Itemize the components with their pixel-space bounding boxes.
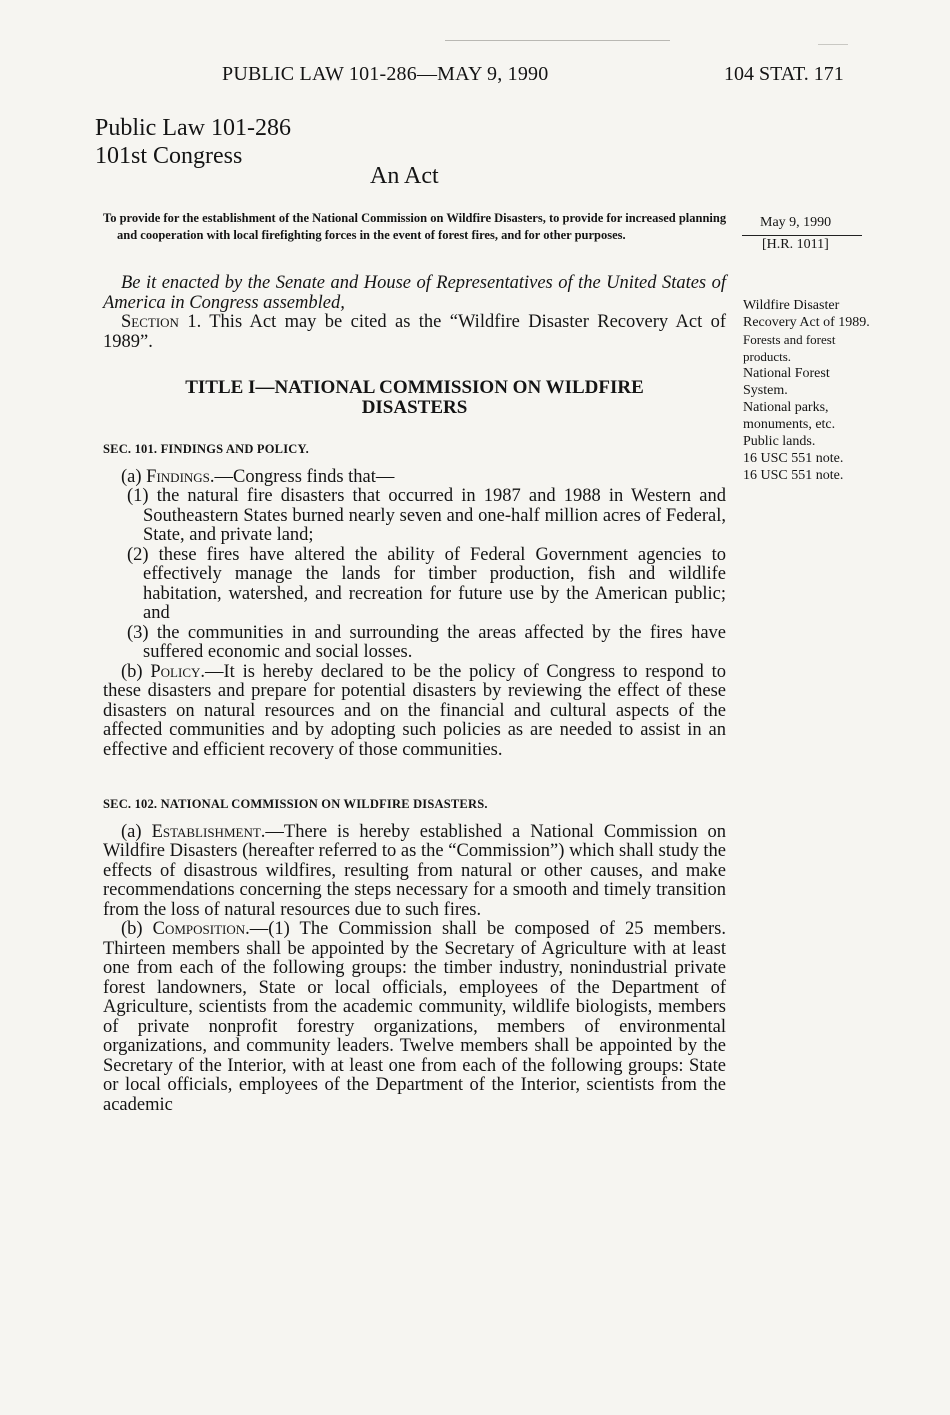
section-101-a-text: .—Congress finds that— <box>209 466 395 487</box>
section-1 <box>103 313 726 352</box>
title-i-heading <box>103 378 726 417</box>
running-head: PUBLIC LAW 101-286—MAY 9, 1990 <box>222 63 549 85</box>
section-102-b-text: .—(1) The Commission shall be composed of 25 members. Thirteen members shall be appointed by the Secretary of Agriculture with at least one from each of the following groups: the timber industry, nonindustrial private forest landowners, State or local officials, employees of the Department of Agriculture, scientists from the academic community, wildlife biologists, members of private nonprofit forestry organizations, members of environmental organizations, and community leaders. Twelve members shall be appointed by the Secretary of the Interior, with at least one from each of the following groups: State or local officials, employees of the Department of the Interior, scientists from the academic <box>103 919 726 1115</box>
enacting-clause <box>103 274 726 352</box>
congress-number: 101st Congress <box>95 143 243 169</box>
section-102-a-prefix: (a) <box>121 821 152 842</box>
composition-label: Composition <box>152 919 246 939</box>
findings-label: Findings <box>146 466 210 487</box>
section-102 <box>103 795 726 1115</box>
section-101-b-prefix: (b) <box>121 661 151 682</box>
public-law-number: Public Law 101-286 <box>95 115 291 141</box>
section-102-a-text: .—There is hereby established a National Commission on Wildfire Disasters (hereafter referred to as the “Commission”) which shall study the effects of disastrous wildfires, resulting from natural or other causes, and make recommendations concerning the steps necessary for a smooth and timely transition from the loss of natural resources due to such fires. <box>103 821 726 920</box>
finding-item: (1) the natural fire disasters that occurred in 1987 and 1988 in Western and Southeastern States burned nearly seven and one-half million acres of Federal, State, and private land; <box>127 486 726 545</box>
section-1-label: Section <box>121 312 179 332</box>
margin-rule <box>742 235 862 236</box>
margin-note-national-parks: National parks, monuments, etc. <box>743 400 836 432</box>
section-101-b-text: .—It is hereby declared to be the policy of Congress to respond to these disasters and prepare for potential disasters by reviewing the effect of these disasters on natural resources and on the financial and cultural aspects of the affected communities and by adopting such policies as are needed to assist in an effective and efficient recovery of those communities. <box>103 661 726 760</box>
section-101-a-prefix: (a) <box>121 466 147 487</box>
section-1-text: 1. This Act may be cited as the “Wildfire Disaster Recovery Act of 1989”. <box>103 312 726 352</box>
margin-note-national-forest: National Forest System. <box>743 366 830 398</box>
policy-label: Policy <box>150 661 201 682</box>
establishment-label: Establishment <box>151 821 261 842</box>
margin-note-public-lands: Public lands. <box>743 434 816 449</box>
margin-bill-number: [H.R. 1011] <box>762 237 829 252</box>
header-rule-short <box>818 44 848 45</box>
section-102-b <box>103 920 726 1115</box>
stat-page-number: 104 STAT. 171 <box>724 63 844 85</box>
margin-date: May 9, 1990 <box>760 215 832 230</box>
margin-notes <box>743 297 873 484</box>
act-heading: An Act <box>370 163 439 189</box>
purpose-statement: To provide for the establishment of the National Commission on Wildfire Disasters, to provide for increased planning and cooperation with local firefighting forces in the event of forest fires, and for other purposes. <box>103 211 727 242</box>
section-101-a <box>103 468 726 488</box>
section-102-a <box>103 823 726 921</box>
section-101-heading: SEC. 101. FINDINGS AND POLICY. <box>103 442 309 456</box>
section-101-b <box>103 663 726 761</box>
margin-note-forests: Forests and forest products. <box>743 332 836 364</box>
title-i-line-2: DISASTERS <box>361 396 468 418</box>
enacting-clause-text: Be it enacted by the Senate and House of Representatives of the United States of America in Congress assembled, <box>103 273 726 313</box>
margin-note-short-title: Wildfire Disaster Recovery Act of 1989. <box>743 298 870 330</box>
margin-note-usc-cite: 16 USC 551 note. <box>743 468 844 483</box>
section-101 <box>103 440 726 760</box>
header-rule <box>445 40 670 41</box>
finding-item: (2) these fires have altered the ability of Federal Government agencies to effectively manage the lands for timber production, fish and wildlife habitation, watershed, and recreation for future use by the American public; and <box>127 544 726 623</box>
title-i-line-1: TITLE I—NATIONAL COMMISSION ON WILDFIRE <box>185 377 644 398</box>
margin-note-usc-cite: 16 USC 551 note. <box>743 451 844 466</box>
finding-item: (3) the communities in and surrounding the areas affected by the fires have suffered economic and social losses. <box>127 622 726 662</box>
section-102-heading: SEC. 102. NATIONAL COMMISSION ON WILDFIRE DISASTERS. <box>103 797 488 811</box>
section-102-b-prefix: (b) <box>121 919 153 939</box>
